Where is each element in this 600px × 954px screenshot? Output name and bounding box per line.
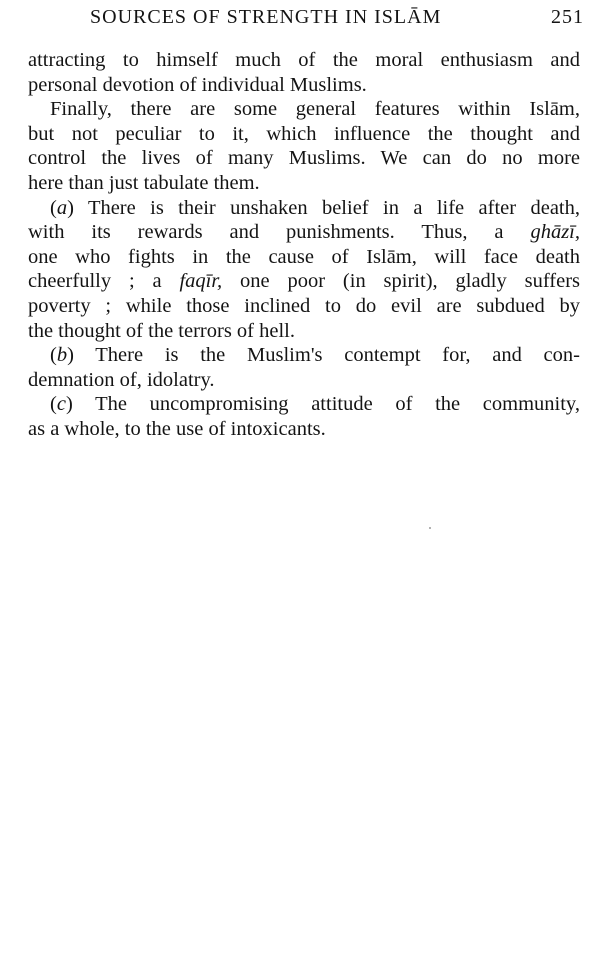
text-line: the thought of the terrors of hell. — [28, 319, 296, 342]
italic-term-faqir: faqīr, — [179, 270, 223, 293]
text-line: as a whole, to the use of intoxicants. — [28, 417, 326, 440]
text-line: but not peculiar to it, which influence the thought and — [28, 122, 580, 145]
text-fragment: There is their unshaken belief in a life after death, — [87, 196, 580, 219]
text-fragment: with its rewards and punishments. Thus, a — [28, 221, 504, 244]
text-fragment: cheerfully ; a — [28, 270, 162, 293]
text-line: (b) There is the Muslim's contempt for, and con- — [50, 344, 580, 367]
text-line — [28, 269, 580, 294]
text-line: control the lives of many Muslims. We can do no more — [28, 147, 580, 170]
body-text — [28, 48, 580, 442]
text-line: (a) There is their unshaken belief in a life after death, — [50, 196, 580, 219]
page-number: 251 — [551, 6, 584, 28]
text-line: one who fights in the cause of Islām, will face death — [28, 245, 580, 268]
list-item-b — [28, 343, 580, 392]
list-marker: a — [56, 196, 68, 219]
text-fragment: There is the Muslim's contempt for, and con- — [95, 344, 580, 367]
paragraph-general-features — [28, 97, 580, 195]
text-line: personal devotion of individual Muslims. — [28, 73, 367, 96]
text-line: attracting to himself much of the moral enthusiasm and — [28, 49, 580, 71]
running-title: SOURCES OF STRENGTH IN ISLĀM — [90, 6, 442, 28]
text-line: here than just tabulate them. — [28, 171, 260, 194]
text-line: Finally, there are some general features within Islām, — [50, 98, 580, 121]
list-marker: c — [56, 393, 66, 416]
list-marker: b — [56, 344, 68, 367]
list-item-a — [28, 196, 580, 344]
paper-speck — [429, 527, 431, 529]
running-head — [90, 6, 584, 32]
text-line — [28, 220, 580, 245]
italic-term-ghazi: ghāzī, — [530, 221, 581, 244]
list-item-c — [28, 392, 580, 441]
text-line: demnation of, idolatry. — [28, 368, 215, 391]
text-line: poverty ; while those inclined to do evil are subdued by — [28, 294, 580, 317]
paragraph-continuation — [28, 48, 580, 97]
text-fragment: one poor (in spirit), gladly suffers — [240, 270, 581, 293]
text-line: (c) The uncompromising attitude of the community, — [50, 393, 580, 416]
text-fragment: The uncompromising attitude of the community, — [95, 393, 580, 416]
